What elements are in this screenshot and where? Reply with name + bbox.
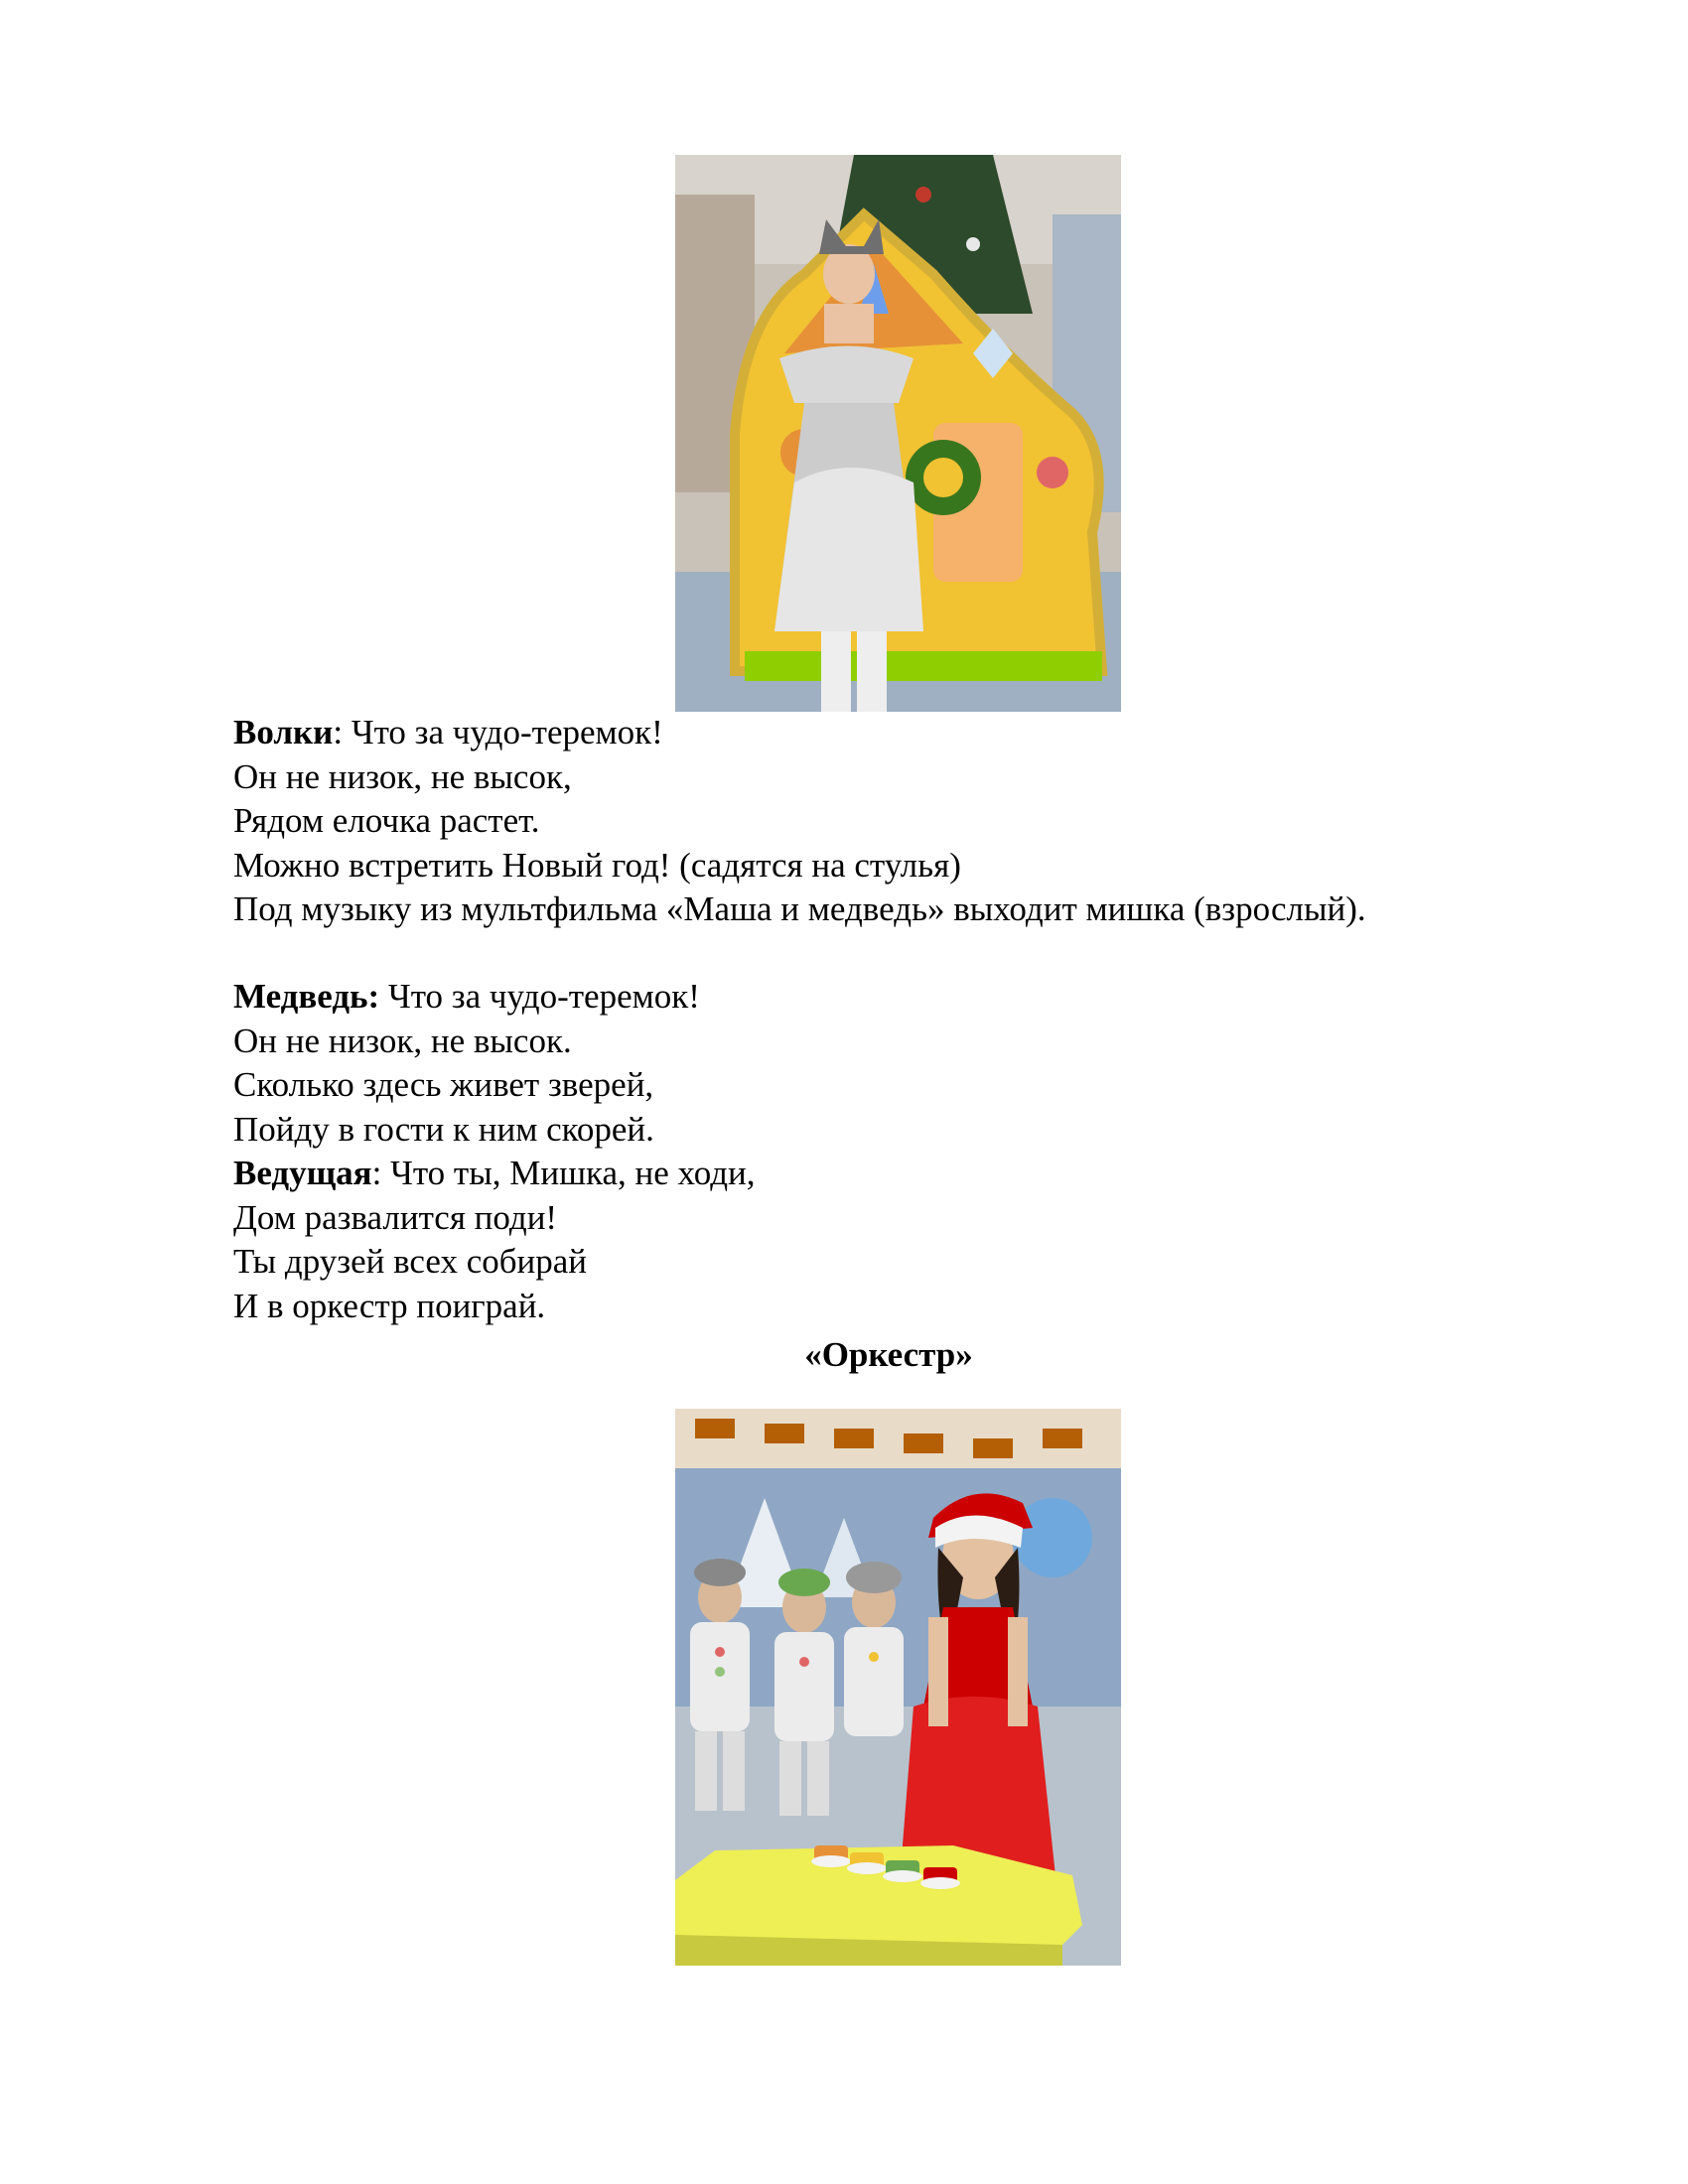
section-heading: «Оркестр» <box>804 1335 973 1374</box>
photo-wolf-girl-teremok-image <box>675 155 1121 712</box>
dialogue-line <box>233 975 1524 1020</box>
dialogue-block-wolves <box>233 711 1524 932</box>
dialogue-line: Рядом елочка растет. <box>233 801 540 840</box>
dialogue-text: Что ты, Мишка, не ходи, <box>390 1154 756 1192</box>
dialogue-block-bear-host <box>233 975 1524 1328</box>
dialogue-line <box>233 711 1524 755</box>
dialogue-text: Что за чудо-теремок! <box>379 977 700 1016</box>
dialogue-line: Сколько здесь живет зверей, <box>233 1065 654 1104</box>
dialogue-line: И в оркестр поиграй. <box>233 1286 546 1325</box>
photo-orchestra <box>675 1409 1121 1966</box>
separator: : <box>371 1154 391 1192</box>
dialogue-line <box>233 1152 1524 1196</box>
dialogue-line: Ты друзей всех собирай <box>233 1242 588 1281</box>
separator: : <box>333 713 352 751</box>
dialogue-text: Что за чудо-теремок! <box>351 713 663 751</box>
dialogue-line: Он не низок, не высок, <box>233 756 572 796</box>
photo-wolf-girl-teremok <box>675 155 1121 712</box>
dialogue-line: Можно встретить Новый год! (садятся на стулья) <box>233 845 961 885</box>
dialogue-line: Он не низок, не высок. <box>233 1021 572 1060</box>
speaker-name: Ведущая <box>233 1154 372 1192</box>
speaker-name: Волки <box>233 713 334 751</box>
speaker-name: Медведь: <box>233 977 380 1016</box>
photo-orchestra-image <box>675 1409 1121 1966</box>
dialogue-line: Дом развалится поди! <box>233 1197 558 1237</box>
stage-direction: Под музыку из мультфильма «Маша и медведь» выходит мишка (взрослый). <box>233 889 1366 928</box>
dialogue-line: Пойду в гости к ним скорей. <box>233 1109 654 1149</box>
